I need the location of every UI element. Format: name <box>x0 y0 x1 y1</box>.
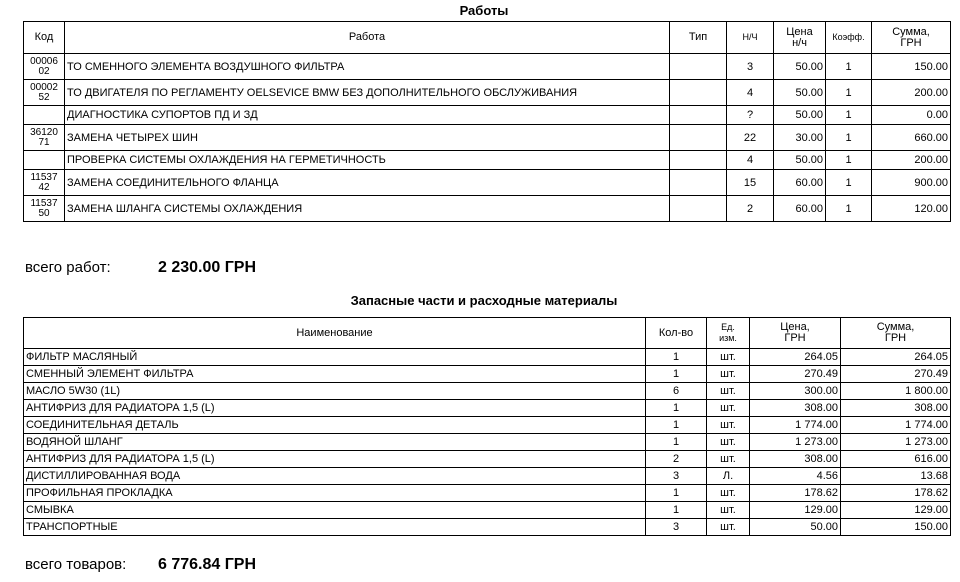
work-coef-cell: 1 <box>826 106 872 125</box>
part-name-cell: СМЫВКА <box>24 502 646 519</box>
part-qty-cell: 6 <box>646 383 707 400</box>
col-header-sum <box>872 22 951 54</box>
part-sum-cell: 178.62 <box>841 485 951 502</box>
part-qty-cell: 2 <box>646 451 707 468</box>
part-unit-cell: шт. <box>707 383 750 400</box>
part-sum-cell: 1 774.00 <box>841 417 951 434</box>
table-row <box>24 80 951 106</box>
part-name-cell: ВОДЯНОЙ ШЛАНГ <box>24 434 646 451</box>
work-code: 50 <box>38 207 50 219</box>
part-price-cell: 270.49 <box>750 366 841 383</box>
col-header-code: Код <box>24 22 65 54</box>
work-type-cell <box>670 151 727 170</box>
work-name-cell: ЗАМЕНА ЧЕТЫРЕХ ШИН <box>65 125 670 151</box>
part-sum-cell: 129.00 <box>841 502 951 519</box>
price-header-line1: Цена <box>786 25 813 38</box>
unit-header-line2: изм. <box>719 333 737 343</box>
part-unit-cell: шт. <box>707 400 750 417</box>
part-price-cell: 129.00 <box>750 502 841 519</box>
col-header-sum <box>841 318 951 349</box>
work-price-cell: 50.00 <box>774 106 826 125</box>
work-name-cell: ПРОВЕРКА СИСТЕМЫ ОХЛАЖДЕНИЯ НА ГЕРМЕТИЧНОСТЬ <box>65 151 670 170</box>
work-code-cell <box>24 106 65 125</box>
work-coef-cell: 1 <box>826 196 872 222</box>
work-code-cell <box>24 125 65 151</box>
price-header-line2: ГРН <box>784 332 806 344</box>
work-type-cell <box>670 80 727 106</box>
work-sum-cell: 200.00 <box>872 151 951 170</box>
part-sum-cell: 13.68 <box>841 468 951 485</box>
part-name-cell: АНТИФРИЗ ДЛЯ РАДИАТОРА 1,5 (L) <box>24 400 646 417</box>
table-row <box>24 417 951 434</box>
part-price-cell: 1 273.00 <box>750 434 841 451</box>
part-unit-cell: шт. <box>707 502 750 519</box>
table-row <box>24 125 951 151</box>
work-coef-cell: 1 <box>826 80 872 106</box>
work-name-cell: ЗАМЕНА ШЛАНГА СИСТЕМЫ ОХЛАЖДЕНИЯ <box>65 196 670 222</box>
part-unit-cell: Л. <box>707 468 750 485</box>
work-sum-cell: 150.00 <box>872 54 951 80</box>
work-price-cell: 60.00 <box>774 196 826 222</box>
work-sum-cell: 0.00 <box>872 106 951 125</box>
work-code: 11537 <box>30 171 58 183</box>
work-code-cell <box>24 151 65 170</box>
work-price-cell: 50.00 <box>774 80 826 106</box>
work-code-cell <box>24 170 65 196</box>
part-qty-cell: 1 <box>646 434 707 451</box>
parts-total <box>25 556 256 574</box>
work-price-cell: 50.00 <box>774 151 826 170</box>
work-code: 42 <box>38 181 50 193</box>
part-price-cell: 1 774.00 <box>750 417 841 434</box>
work-hours-cell: ? <box>727 106 774 125</box>
sum-header-line2: ГРН <box>900 36 922 49</box>
table-row <box>24 400 951 417</box>
work-type-cell <box>670 125 727 151</box>
work-hours-cell: 2 <box>727 196 774 222</box>
work-type-cell <box>670 170 727 196</box>
part-sum-cell: 616.00 <box>841 451 951 468</box>
col-header-hours: Н/Ч <box>727 22 774 54</box>
work-hours-cell: 22 <box>727 125 774 151</box>
table-row <box>24 349 951 366</box>
works-table <box>23 21 951 222</box>
part-sum-cell: 264.05 <box>841 349 951 366</box>
work-code: 52 <box>38 91 50 103</box>
work-code-cell <box>24 54 65 80</box>
work-type-cell <box>670 106 727 125</box>
sum-header-line2: ГРН <box>884 332 907 344</box>
work-sum-cell: 200.00 <box>872 80 951 106</box>
works-total <box>25 259 256 277</box>
part-price-cell: 264.05 <box>750 349 841 366</box>
price-header-line2: н/ч <box>792 36 807 49</box>
works-header-row <box>24 22 951 54</box>
part-name-cell: АНТИФРИЗ ДЛЯ РАДИАТОРА 1,5 (L) <box>24 451 646 468</box>
work-code: 02 <box>38 65 50 77</box>
work-code: 00002 <box>30 81 58 93</box>
work-sum-cell: 120.00 <box>872 196 951 222</box>
work-coef-cell: 1 <box>826 170 872 196</box>
works-section-title: Работы <box>459 3 509 18</box>
col-header-name: Наименование <box>24 318 646 349</box>
part-qty-cell: 1 <box>646 417 707 434</box>
part-sum-cell: 150.00 <box>841 519 951 536</box>
col-header-qty: Кол-во <box>646 318 707 349</box>
table-row <box>24 468 951 485</box>
table-row <box>24 451 951 468</box>
work-coef-cell: 1 <box>826 151 872 170</box>
part-unit-cell: шт. <box>707 519 750 536</box>
part-unit-cell: шт. <box>707 366 750 383</box>
work-name-cell: ТО СМЕННОГО ЭЛЕМЕНТА ВОЗДУШНОГО ФИЛЬТРА <box>65 54 670 80</box>
parts-table <box>23 317 951 536</box>
work-hours-cell: 4 <box>727 151 774 170</box>
part-sum-cell: 1 273.00 <box>841 434 951 451</box>
part-price-cell: 308.00 <box>750 400 841 417</box>
part-name-cell: СОЕДИНИТЕЛЬНАЯ ДЕТАЛЬ <box>24 417 646 434</box>
part-qty-cell: 3 <box>646 519 707 536</box>
work-type-cell <box>670 196 727 222</box>
part-name-cell: ДИСТИЛЛИРОВАННАЯ ВОДА <box>24 468 646 485</box>
part-unit-cell: шт. <box>707 349 750 366</box>
part-qty-cell: 3 <box>646 468 707 485</box>
table-row <box>24 366 951 383</box>
work-code: 36120 <box>30 126 58 138</box>
part-unit-cell: шт. <box>707 434 750 451</box>
part-qty-cell: 1 <box>646 485 707 502</box>
table-row <box>24 106 951 125</box>
table-row <box>24 485 951 502</box>
sum-header-line1: Сумма, <box>892 25 930 38</box>
work-code-cell <box>24 80 65 106</box>
table-row <box>24 151 951 170</box>
work-price-cell: 30.00 <box>774 125 826 151</box>
parts-header-row <box>24 318 951 349</box>
work-code: 00006 <box>30 55 58 67</box>
col-header-coef: Коэфф. <box>826 22 872 54</box>
parts-total-label: всего товаров: <box>25 556 127 573</box>
parts-section-title: Запасные части и расходные материалы <box>350 293 618 308</box>
parts-total-value: 6 776.84 ГРН <box>158 556 257 573</box>
part-qty-cell: 1 <box>646 502 707 519</box>
part-qty-cell: 1 <box>646 349 707 366</box>
sum-header-line1: Сумма, <box>876 321 915 333</box>
work-sum-cell: 900.00 <box>872 170 951 196</box>
work-hours-cell: 3 <box>727 54 774 80</box>
work-name-cell: ТО ДВИГАТЕЛЯ ПО РЕГЛАМЕНТУ OELSEVICE BMW БЕЗ ДОПОЛНИТЕЛЬНОГО ОБСЛУЖИВАНИЯ <box>65 80 670 106</box>
part-name-cell: СМЕННЫЙ ЭЛЕМЕНТ ФИЛЬТРА <box>24 366 646 383</box>
part-price-cell: 300.00 <box>750 383 841 400</box>
works-total-value: 2 230.00 ГРН <box>158 259 257 276</box>
works-total-label: всего работ: <box>25 259 111 276</box>
part-qty-cell: 1 <box>646 400 707 417</box>
part-name-cell: МАСЛО 5W30 (1L) <box>24 383 646 400</box>
work-price-cell: 60.00 <box>774 170 826 196</box>
col-header-price <box>774 22 826 54</box>
part-price-cell: 4.56 <box>750 468 841 485</box>
work-code: 71 <box>38 136 50 148</box>
col-header-type: Тип <box>670 22 727 54</box>
table-row <box>24 434 951 451</box>
work-coef-cell: 1 <box>826 54 872 80</box>
unit-header-line1: Ед. <box>721 322 735 332</box>
part-sum-cell: 270.49 <box>841 366 951 383</box>
price-header-line1: Цена, <box>780 321 810 333</box>
work-name-cell: ЗАМЕНА СОЕДИНИТЕЛЬНОГО ФЛАНЦА <box>65 170 670 196</box>
work-price-cell: 50.00 <box>774 54 826 80</box>
part-name-cell: ФИЛЬТР МАСЛЯНЫЙ <box>24 349 646 366</box>
work-code: 11537 <box>30 197 58 209</box>
table-row <box>24 196 951 222</box>
part-price-cell: 50.00 <box>750 519 841 536</box>
part-name-cell: ПРОФИЛЬНАЯ ПРОКЛАДКА <box>24 485 646 502</box>
table-row <box>24 170 951 196</box>
col-header-unit <box>707 318 750 349</box>
col-header-price <box>750 318 841 349</box>
table-row <box>24 502 951 519</box>
work-sum-cell: 660.00 <box>872 125 951 151</box>
work-name-cell: ДИАГНОСТИКА СУПОРТОВ ПД И ЗД <box>65 106 670 125</box>
work-hours-cell: 15 <box>727 170 774 196</box>
work-hours-cell: 4 <box>727 80 774 106</box>
table-row <box>24 383 951 400</box>
work-code-cell <box>24 196 65 222</box>
col-header-work: Работа <box>65 22 670 54</box>
part-price-cell: 308.00 <box>750 451 841 468</box>
part-unit-cell: шт. <box>707 417 750 434</box>
work-coef-cell: 1 <box>826 125 872 151</box>
part-unit-cell: шт. <box>707 485 750 502</box>
part-price-cell: 178.62 <box>750 485 841 502</box>
table-row <box>24 54 951 80</box>
part-sum-cell: 308.00 <box>841 400 951 417</box>
part-qty-cell: 1 <box>646 366 707 383</box>
work-type-cell <box>670 54 727 80</box>
part-name-cell: ТРАНСПОРТНЫЕ <box>24 519 646 536</box>
part-sum-cell: 1 800.00 <box>841 383 951 400</box>
part-unit-cell: шт. <box>707 451 750 468</box>
table-row <box>24 519 951 536</box>
